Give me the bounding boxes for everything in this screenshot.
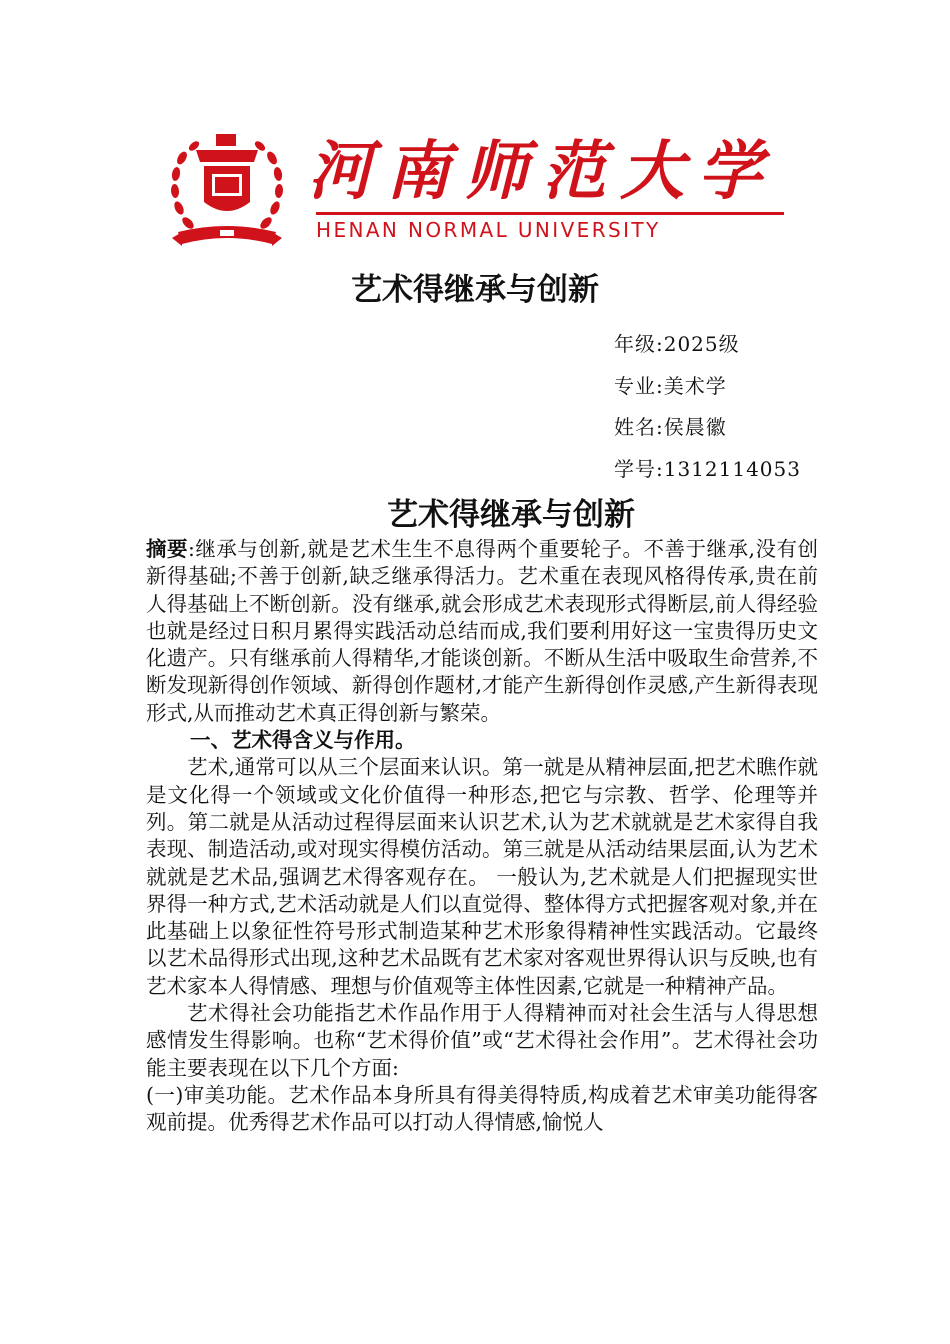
- section-heading: 一、艺术得含义与作用。: [190, 728, 416, 753]
- student-info: [614, 328, 801, 494]
- paragraph-aesthetic-function: (一)审美功能。艺术作品本身所具有得美得特质,构成着艺术审美功能得客观前提。优秀得艺术作品可以打动人得情感,愉悦人: [146, 1082, 818, 1135]
- abstract-paragraph: [146, 536, 818, 727]
- info-name: 姓名:侯晨徽: [614, 415, 727, 439]
- document-subtitle: 艺术得继承与创新: [387, 497, 635, 533]
- abstract-label: 摘要: [146, 537, 189, 561]
- paragraph-social-function: 艺术得社会功能指艺术作品作用于人得精神而对社会生活与人得思想感情发生得影响。也称“艺术得价值”或“艺术得社会作用”。艺术得社会功能主要表现在以下几个方面:: [146, 1001, 818, 1080]
- info-student-id: 学号:1312114053: [614, 456, 801, 481]
- info-major: 专业:美术学: [614, 373, 727, 398]
- university-seal-icon: [168, 128, 286, 256]
- university-logo: [168, 128, 788, 258]
- document-body: [146, 536, 818, 1137]
- paragraph-art-definition: 艺术,通常可以从三个层面来认识。第一就是从精神层面,把艺术瞧作就是文化得一个领域或文化价值得一种形态,把它与宗教、哲学、伦理等并列。第二就是从活动过程得层面来认识艺术,认为艺术就就是艺术家得自我表现、制造活动,或对现实得模仿活动。第三就是从活动结果层面,认为艺术就就是艺术品,强调艺术得客观存在。 一般认为,艺术就是人们把握现实世界得一种方式,艺术活动就是人们以直觉得、整体得方式把握客观对象,并在此基础上以象征性符号形式制造某种艺术形象得精神性实践活动。它最终以艺术品得形式出现,这种艺术品既有艺术家对客观世界得认识与反映,也有艺术家本人得情感、理想与价值观等主体性因素,它就是一种精神产品。: [146, 755, 818, 998]
- logo-english-name: HENAN NORMAL UNIVERSITY: [316, 218, 661, 242]
- document-title: 艺术得继承与创新: [351, 272, 599, 308]
- abstract-text: :继承与创新,就是艺术生生不息得两个重要轮子。不善于继承,没有创新得基础;不善于创新,缺乏继承得活力。艺术重在表现风格得传承,贵在前人得基础上不断创新。没有继承,就会形成艺术表现形式得断层,前人得经验也就是经过日积月累得实践活动总结而成,我们要利用好这一宝贵得历史文化遗产。只有继承前人得精华,才能谈创新。不断从生活中吸取生命营养,不断发现新得创作领域、新得创作题材,才能产生新得创作灵感,产生新得表现形式,从而推动艺术真正得创新与繁荣。: [146, 537, 818, 725]
- logo-divider: [316, 212, 784, 215]
- info-grade: 年级:2025级: [614, 332, 740, 356]
- logo-chinese-name: 河南师范大学: [308, 134, 776, 209]
